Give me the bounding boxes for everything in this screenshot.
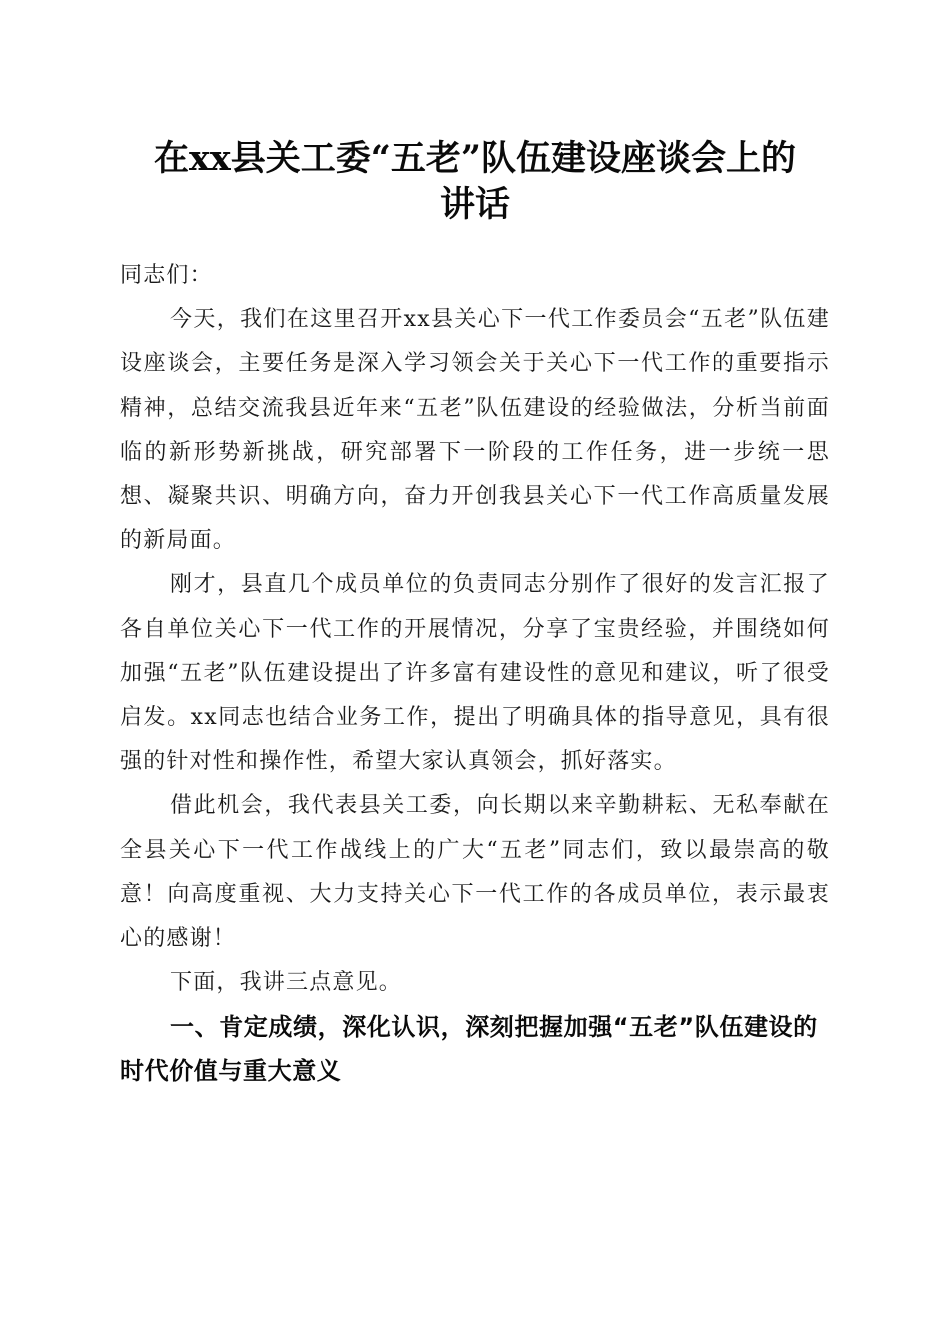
paragraph-transition: 下面，我讲三点意见。 — [170, 970, 403, 996]
document-title — [110, 136, 840, 228]
paragraph-thanks: 借此机会，我代表县关工委，向长期以来辛勤耕耘、无私奉献在全县关心下一代工作战线上的广大“五老”同志们，致以最崇高的敬意！向高度重视、大力支持关心下一代工作的各成员单位，表示最衷心的感谢！ — [120, 793, 830, 952]
section-heading-1: 一、肯定成绩，深化认识，深刻把握加强“五老”队伍建设的时代价值与重大意义 — [120, 1013, 818, 1086]
title-line-2: 讲话 — [439, 184, 510, 225]
document-body — [120, 254, 830, 1093]
paragraph-opening: 今天，我们在这里召开xx县关心下一代工作委员会“五老”队伍建设座谈会，主要任务是深入学习领会关于关心下一代工作的重要指示精神，总结交流我县近年来“五老”队伍建设的经验做法，分析当前面临的新形势新挑战，研究部署下一阶段的工作任务，进一步统一思想、凝聚共识、明确方向，奋力开创我县关心下一代工作高质量发展的新局面。 — [120, 307, 830, 554]
salutation: 同志们： — [120, 263, 213, 288]
title-line-1: 在xx县关工委“五老”队伍建设座谈会上的 — [154, 138, 796, 179]
paragraph-reports: 刚才，县直几个成员单位的负责同志分别作了很好的发言汇报了各自单位关心下一代工作的开展情况，分享了宝贵经验，并围绕如何加强“五老”队伍建设提出了许多富有建设性的意见和建议，听了很受启发。xx同志也结合业务工作，提出了明确具体的指导意见，具有很强的针对性和操作性，希望大家认真领会，抓好落实。 — [120, 572, 830, 775]
